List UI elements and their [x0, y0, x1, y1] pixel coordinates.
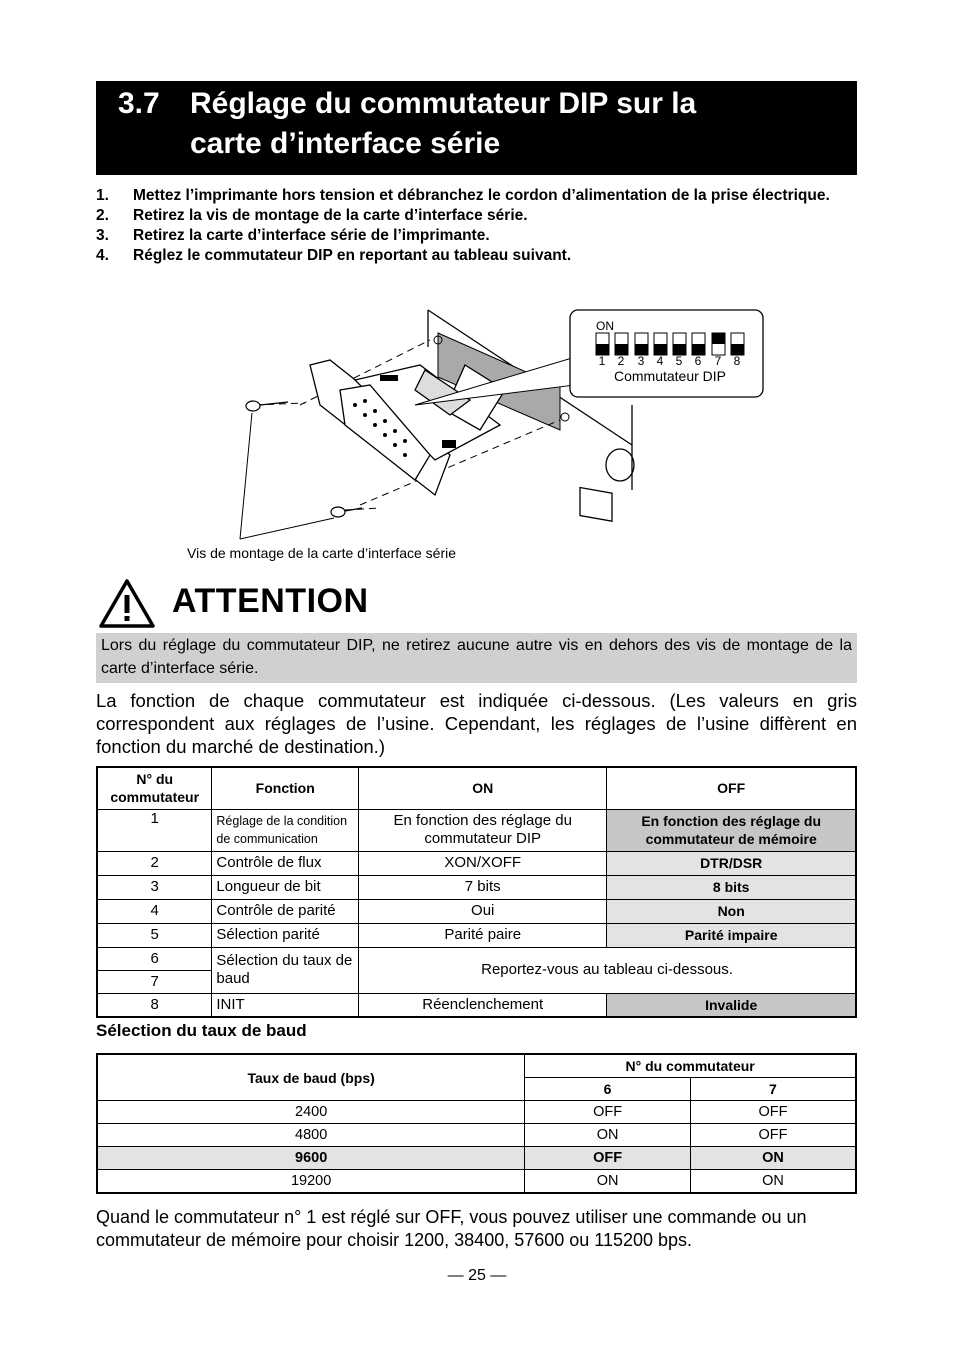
- step-item: [96, 226, 858, 246]
- header-switch-7: 7: [690, 1078, 856, 1101]
- warning-icon: [98, 578, 156, 630]
- dip-number: 7: [714, 354, 722, 368]
- step-number: 3.: [96, 227, 109, 244]
- section-title-line1: Réglage du commutateur DIP sur la: [190, 87, 697, 120]
- dip-number: 8: [733, 354, 741, 368]
- baud-section-title: Sélection du taux de baud: [96, 1021, 307, 1040]
- cell-switch-6: OFF: [525, 1147, 691, 1170]
- page-number: — 25 —: [447, 1267, 507, 1284]
- dip-number: 5: [675, 354, 683, 368]
- table-row: [97, 851, 856, 875]
- cell-on: Parité paire: [359, 923, 607, 947]
- cell-rate: 19200: [97, 1170, 525, 1194]
- cell-off: Invalide: [607, 993, 856, 1017]
- cell-function: Sélection du taux de baud: [212, 947, 359, 993]
- switch-function-table: [96, 766, 857, 1018]
- dip-caption: Commutateur DIP: [613, 368, 727, 384]
- table-row: [97, 1147, 856, 1170]
- cell-function: Contrôle de flux: [212, 851, 359, 875]
- cell-num: 8: [97, 993, 212, 1017]
- table-row: [97, 1170, 856, 1194]
- step-number: 4.: [96, 247, 109, 264]
- dip-number: 2: [617, 354, 625, 368]
- cell-rate: 2400: [97, 1101, 525, 1124]
- cell-off: DTR/DSR: [607, 851, 856, 875]
- cell-merged-note: Reportez-vous au tableau ci-dessous.: [359, 947, 856, 993]
- cell-num: 2: [97, 851, 212, 875]
- header-on: ON: [359, 767, 607, 809]
- baud-rate-table: [96, 1053, 857, 1194]
- intro-paragraph: La fonction de chaque commutateur est indiquée ci-dessous. (Les valeurs en gris correspondent aux réglages de l’usine. Cependant, les réglages de l’usine diffèrent en fonction du marché de destination.): [96, 690, 857, 757]
- table-row: [97, 1101, 856, 1124]
- cell-on: Réenclenchement: [359, 993, 607, 1017]
- cell-num: 4: [97, 899, 212, 923]
- cell-off: Parité impaire: [607, 923, 856, 947]
- step-number: 2.: [96, 207, 109, 224]
- cell-function: Réglage de la condition de communication: [212, 809, 359, 851]
- section-number: 3.7: [118, 87, 160, 120]
- cell-function: Contrôle de parité: [212, 899, 359, 923]
- interface-card-drawing: [180, 305, 780, 545]
- table-row: [97, 923, 856, 947]
- cell-num: 3: [97, 875, 212, 899]
- header-off: OFF: [607, 767, 856, 809]
- cell-function: INIT: [212, 993, 359, 1017]
- attention-heading: ATTENTION: [172, 582, 369, 620]
- cell-function: Longueur de bit: [212, 875, 359, 899]
- cell-switch-6: ON: [525, 1170, 691, 1194]
- header-switch-number: N° du commutateur: [525, 1054, 856, 1078]
- dip-number: 3: [637, 354, 645, 368]
- steps-list: [96, 186, 858, 266]
- cell-switch-7: OFF: [690, 1101, 856, 1124]
- table-row: [97, 1124, 856, 1147]
- table-header-row: [97, 767, 856, 809]
- step-text: Mettez l’imprimante hors tension et débranchez le cordon d’alimentation de la prise électrique.: [133, 187, 830, 204]
- cell-on: 7 bits: [359, 875, 607, 899]
- table-row: [97, 993, 856, 1017]
- cell-switch-6: OFF: [525, 1101, 691, 1124]
- cell-num: 1: [97, 809, 212, 851]
- cell-function: Sélection parité: [212, 923, 359, 947]
- dip-number: 4: [656, 354, 664, 368]
- dip-number: 1: [598, 354, 606, 368]
- cell-off: Non: [607, 899, 856, 923]
- cell-on: En fonction des réglage du commutateur DIP: [359, 809, 607, 851]
- cell-num: 5: [97, 923, 212, 947]
- header-function: Fonction: [212, 767, 359, 809]
- interface-card-illustration: [180, 305, 780, 570]
- dip-on-label: ON: [596, 319, 614, 333]
- dip-number: 6: [694, 354, 702, 368]
- step-item: [96, 206, 858, 226]
- cell-on: Oui: [359, 899, 607, 923]
- cell-switch-7: ON: [690, 1147, 856, 1170]
- baud-note: Quand le commutateur n° 1 est réglé sur OFF, vous pouvez utiliser une commande ou un commutateur de mémoire pour choisir 1200, 38400, 57600 ou 115200 bps.: [96, 1207, 807, 1250]
- cell-off: 8 bits: [607, 875, 856, 899]
- cell-switch-7: OFF: [690, 1124, 856, 1147]
- section-title-line2: carte d’interface série: [190, 127, 501, 160]
- attention-text: Lors du réglage du commutateur DIP, ne retirez aucune autre vis en dehors des vis de montage de la carte d’interface série.: [96, 633, 857, 683]
- step-number: 1.: [96, 187, 109, 204]
- cell-rate: 4800: [97, 1124, 525, 1147]
- cell-num: 6: [97, 947, 212, 970]
- cell-off: En fonction des réglage du commutateur de mémoire: [607, 809, 856, 851]
- cell-num: 7: [97, 970, 212, 993]
- table-row: [97, 875, 856, 899]
- table-row: [97, 809, 856, 851]
- header-switch-number: N° du commutateur: [97, 767, 212, 809]
- cell-rate: 9600: [97, 1147, 525, 1170]
- attention-heading-row: [98, 578, 498, 634]
- header-baud-rate: Taux de baud (bps): [97, 1054, 525, 1101]
- step-item: [96, 186, 858, 206]
- cell-on: XON/XOFF: [359, 851, 607, 875]
- cell-switch-6: ON: [525, 1124, 691, 1147]
- step-item: [96, 246, 858, 266]
- header-switch-6: 6: [525, 1078, 691, 1101]
- step-text: Retirez la carte d’interface série de l’imprimante.: [133, 227, 490, 244]
- table-row: [97, 899, 856, 923]
- table-row: [97, 947, 856, 970]
- section-title-bar: [96, 81, 857, 175]
- table-header-row: [97, 1054, 856, 1078]
- cell-switch-7: ON: [690, 1170, 856, 1194]
- screw-caption: Vis de montage de la carte d’interface série: [187, 545, 457, 561]
- step-text: Retirez la vis de montage de la carte d’interface série.: [133, 207, 528, 224]
- step-text: Réglez le commutateur DIP en reportant au tableau suivant.: [133, 247, 572, 264]
